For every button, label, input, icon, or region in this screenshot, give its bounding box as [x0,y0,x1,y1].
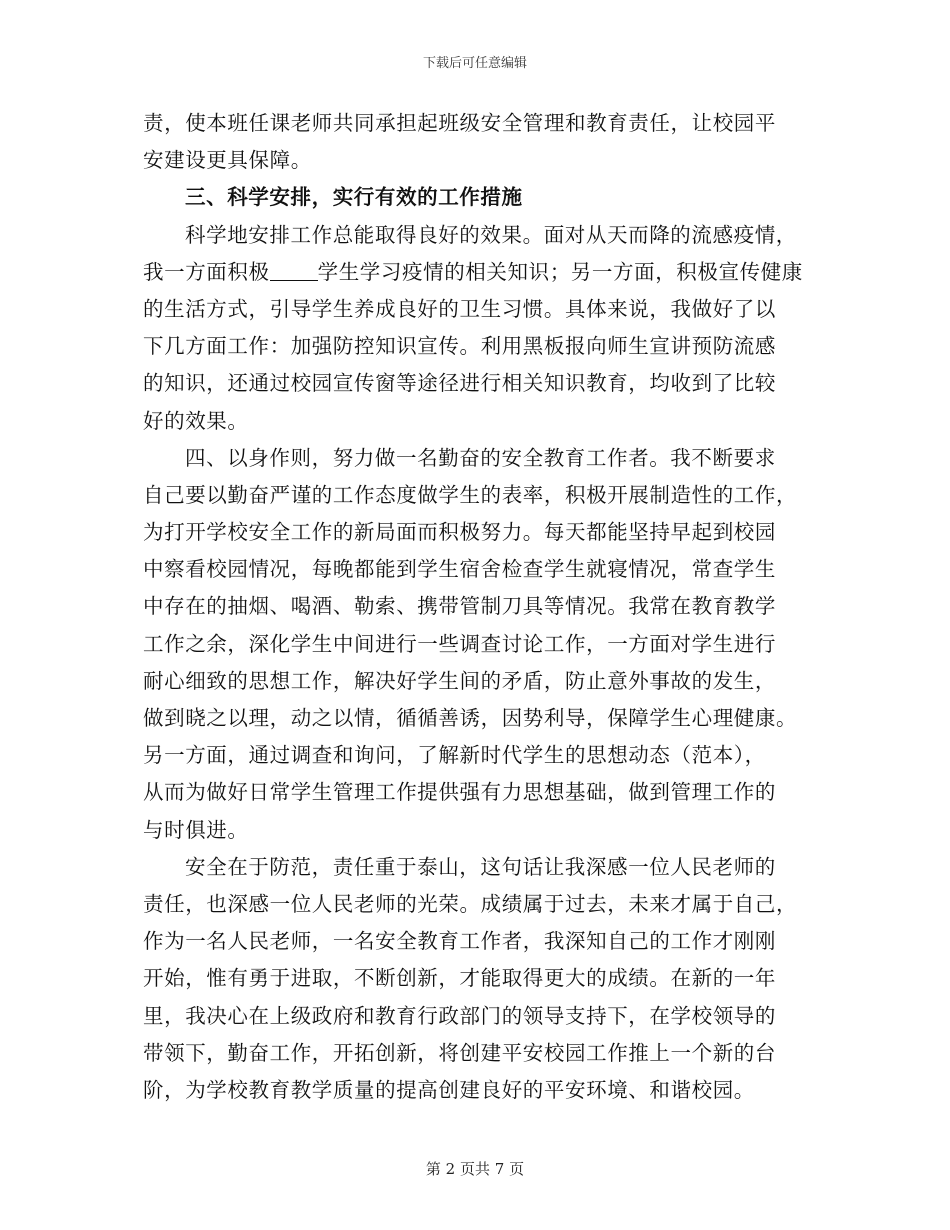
line-prefix: 我一方面积极 [143,259,270,284]
paragraph-line: 安全在于防范，责任重于泰山，这句话让我深感一位人民老师的 [185,854,776,879]
paragraph-line: 科学地安排工作总能取得良好的效果。面对从天而降的流感疫情， [185,222,797,247]
paragraph-line: 四、以身作则，努力做一名勤奋的安全教育工作者。我不断要求 [185,445,776,470]
paragraph-line: 做到晓之以理，动之以情，循循善诱，因势利导，保障学生心理健康。 [143,706,798,730]
fill-blank [270,262,318,281]
paragraph-line: 中存在的抽烟、喝酒、勒索、携带管制刀具等情况。我常在教育教学 [143,594,776,619]
paragraph-line: 工作之余，深化学生中间进行一些调查讨论工作，一方面对学生进行 [143,631,776,656]
paragraph-line: 安建设更具保障。 [143,148,312,173]
paragraph-line: 自己要以勤奋严谨的工作态度做学生的表率，积极开展制造性的工作， [143,482,798,507]
page-header: 下载后可任意编辑 [422,56,527,71]
paragraph-line: 另一方面，通过调查和询问，了解新时代学生的思想动态（范本）， [143,743,766,768]
paragraph-line-with-blank [143,254,803,291]
paragraph-line: 耐心细致的思想工作，解决好学生间的矛盾，防止意外事故的发生， [143,668,776,693]
section-heading: 三、科学安排，实行有效的工作措施 [185,185,523,210]
paragraph-line: 里，我决心在上级政府和教育行政部门的领导支持下，在学校领导的 [143,1003,776,1028]
paragraph-line: 作为一名人民老师，一名安全教育工作者，我深知自己的工作才刚刚 [143,929,776,954]
paragraph-line: 中察看校园情况，每晚都能到学生宿舍检查学生就寝情况，常查学生 [143,557,776,582]
paragraph-line: 的知识，还通过校园宣传窗等途径进行相关知识教育，均收到了比较 [143,371,776,396]
line-suffix: 学生学习疫情的相关知识；另一方面，积极宣传健康 [317,259,803,284]
paragraph-line: 下几方面工作：加强防控知识宣传。利用黑板报向师生宣讲预防流感 [143,334,776,359]
paragraph-line: 开始，惟有勇于进取，不断创新，才能取得更大的成绩。在新的一年 [143,966,776,991]
paragraph-line: 的生活方式，引导学生养成良好的卫生习惯。具体来说，我做好了以 [143,296,776,321]
paragraph-line: 与时俱进。 [143,817,249,842]
document-body [143,105,803,1109]
paragraph-line: 从而为做好日常学生管理工作提供强有力思想基础，做到管理工作的 [143,780,776,805]
paragraph-line: 好的效果。 [143,408,249,433]
paragraph-line: 责，使本班任课老师共同承担起班级安全管理和教育责任，让校园平 [143,111,776,135]
page-footer: 第 2 页共 7 页 [425,1160,525,1178]
paragraph-line: 责任，也深感一位人民老师的光荣。成绩属于过去，未来才属于自己， [143,891,798,916]
paragraph-line: 带领下，勤奋工作，开拓创新，将创建平安校园工作推上一个新的台 [143,1040,776,1065]
paragraph-line: 阶，为学校教育教学质量的提高创建良好的平安环境、和谐校园。 [143,1077,755,1102]
paragraph-line: 为打开学校安全工作的新局面而积极努力。每天都能坚持早起到校园 [143,520,776,545]
